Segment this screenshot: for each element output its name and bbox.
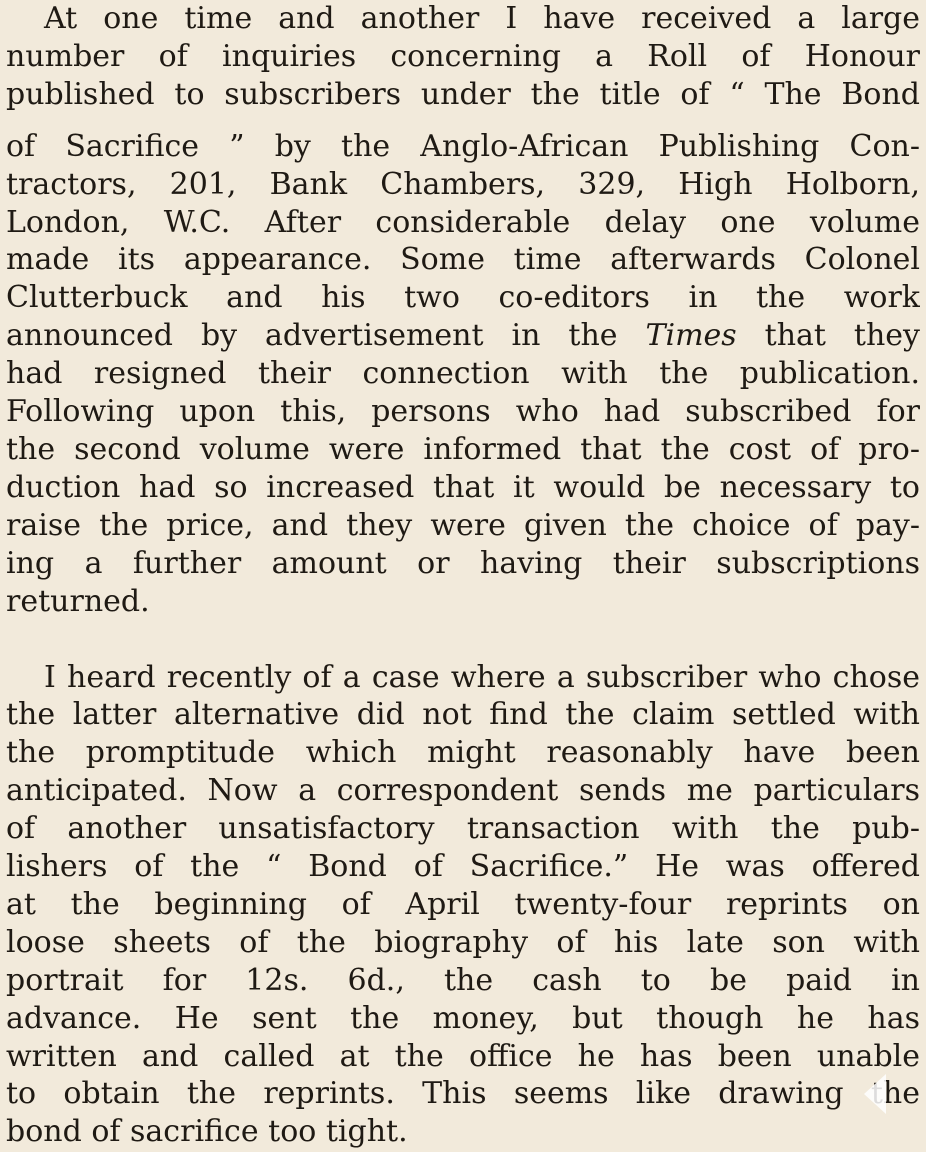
- text-line: anticipated. Now a correspondent sends me particulars: [6, 773, 920, 809]
- text-segment: announced by advertisement in the: [6, 318, 646, 354]
- text-line: had resigned their connection with the publication.: [6, 356, 920, 392]
- text-line: portrait for 12s. 6d., the cash to be paid in: [6, 962, 920, 998]
- text-line: the second volume were informed that the cost of pro-: [6, 431, 920, 467]
- text-line: returned.: [6, 583, 150, 619]
- text-line: to obtain the reprints. This seems like drawing the: [6, 1076, 920, 1112]
- text-line: lishers of the “ Bond of Sacrifice.” He was offered: [6, 849, 920, 885]
- text-line: Following upon this, persons who had subscribed for: [6, 394, 920, 430]
- text-line: tractors, 201, Bank Chambers, 329, High Holborn,: [6, 166, 920, 202]
- text-line: ing a further amount or having their subscriptions: [6, 545, 920, 581]
- text-line: of Sacrifice ” by the Anglo-African Publishing Con-: [6, 128, 920, 164]
- text-line: raise the price, and they were given the choice of pay-: [6, 507, 920, 543]
- text-line: made its appearance. Some time afterwards Colonel: [6, 242, 920, 278]
- text-segment: that they: [736, 318, 920, 354]
- text-line: At one time and another I have received a large: [44, 1, 920, 36]
- text-line: bond of sacrifice too tight.: [6, 1114, 408, 1150]
- text-line: published to subscribers under the title of “ The Bond: [6, 76, 920, 112]
- text-line: number of inquiries concerning a Roll of Honour: [6, 38, 920, 74]
- text-line: Clutterbuck and his two co-editors in the work: [6, 280, 920, 316]
- text-line: London, W.C. After considerable delay one volume: [6, 204, 920, 240]
- text-line: the promptitude which might reasonably have been: [6, 735, 920, 771]
- italic-times: Times: [645, 318, 737, 354]
- text-line: duction had so increased that it would be necessary to: [6, 469, 920, 505]
- watermark-arrow-icon: [864, 1074, 886, 1114]
- text-line: the latter alternative did not find the claim settled with: [6, 697, 920, 733]
- text-line: of another unsatisfactory transaction with the pub-: [6, 811, 920, 847]
- text-line: I heard recently of a case where a subscriber who chose: [44, 659, 920, 695]
- paragraph-2: [6, 659, 920, 1152]
- text-line: loose sheets of the biography of his late son with: [6, 924, 920, 960]
- text-line-with-italic: [6, 317, 920, 355]
- paragraph-1: [6, 0, 920, 621]
- text-line: advance. He sent the money, but though he has: [6, 1000, 920, 1036]
- text-line: at the beginning of April twenty-four reprints on: [6, 886, 920, 922]
- text-line: written and called at the office he has been unable: [6, 1038, 920, 1074]
